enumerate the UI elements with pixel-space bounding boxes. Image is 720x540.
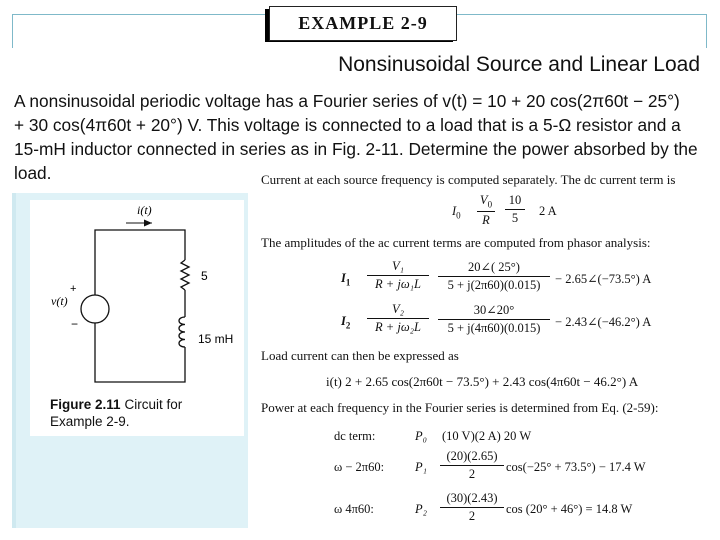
frame-line-right	[706, 14, 707, 48]
problem-line-3: 15-mH inductor connected in series as in Fig. 2-11. Determine the power absorbed by the	[14, 139, 698, 159]
p1-fraction	[440, 449, 504, 482]
i1-fraction-numeric	[438, 259, 550, 293]
wire-bottom	[95, 322, 185, 382]
p2-label: ω 4π60:	[334, 502, 374, 516]
current-arrow-icon	[144, 220, 152, 227]
example-label: EXAMPLE 2-9	[298, 13, 428, 33]
source-plus-sign: +	[70, 283, 77, 295]
i2-result: − 2.43∠(−46.2°) A	[555, 315, 652, 329]
dc-current-result: 2 A	[539, 204, 557, 218]
current-label: i(t)	[137, 203, 152, 217]
dc-intro-text: Current at each source frequency is computed separately. The dc current term is	[261, 172, 676, 187]
problem-line-2: + 30 cos(4π60t + 20°) V. This voltage is connected to a load that is a 5-Ω resistor and a	[14, 115, 681, 135]
p0-rhs: (10 V)(2 A) 20 W	[442, 429, 532, 443]
p0-lhs: P₀	[415, 429, 427, 443]
resistor-value: 5	[201, 269, 208, 283]
i1-fraction-den: R + jω₁L	[375, 277, 421, 291]
dc-current-lhs: $I_0$	[452, 204, 461, 221]
i2-fraction-symbolic	[367, 302, 429, 335]
frame-line-left	[12, 14, 13, 48]
p2-fraction	[440, 491, 504, 524]
p1-fraction-den: 2	[468, 467, 476, 481]
i1-fraction-num: V₁	[367, 259, 429, 276]
i1-fraction-symbolic	[367, 259, 429, 292]
dc-fraction-symbolic	[477, 193, 495, 228]
figure-panel-edge	[12, 193, 16, 528]
inductor-icon	[179, 317, 185, 347]
i1-fraction-numeric-den: 5 + j(2π60)(0.015)	[447, 278, 541, 292]
p1-lhs: P₁	[415, 460, 427, 474]
i1-result: − 2.65∠(−73.5°) A	[555, 272, 652, 286]
power-intro-text: Power at each frequency in the Fourier series is determined from Eq. (2-59):	[261, 400, 659, 415]
source-label: v(t)	[51, 294, 68, 308]
i2-fraction-numeric-num: 30∠20°	[438, 302, 550, 320]
source-minus-sign: −	[71, 317, 79, 331]
problem-line-4: load.	[14, 163, 52, 183]
figure-caption-text-1: Circuit for	[124, 397, 183, 412]
i2-fraction-numeric-den: 5 + j(4π60)(0.015)	[447, 321, 541, 335]
i1-lhs: $I_1$	[341, 271, 351, 288]
dc-fraction-den: R	[482, 212, 490, 227]
p2-fraction-num: (30)(2.43)	[440, 491, 504, 508]
i2-fraction-den: R + jω₂L	[375, 320, 421, 334]
resistor-icon	[181, 260, 189, 290]
p1-fraction-num: (20)(2.65)	[440, 449, 504, 466]
p1-rhs: cos(−25° + 73.5°) − 17.4 W	[506, 460, 646, 474]
example-banner	[269, 6, 457, 41]
inductor-value: 15 mH	[198, 332, 234, 346]
figure-caption-text-2: Example 2-9.	[50, 414, 130, 429]
example-subtitle: Nonsinusoidal Source and Linear Load	[338, 53, 700, 76]
i2-lhs: $I_2$	[341, 314, 351, 331]
wire-top	[95, 230, 185, 296]
p2-fraction-den: 2	[468, 509, 476, 523]
dc-fraction-numeric-den: 5	[511, 211, 519, 225]
load-intro-text: Load current can then be expressed as	[261, 348, 459, 363]
i2-fraction-num: V₂	[367, 302, 429, 319]
p2-rhs: cos (20° + 46°) = 14.8 W	[506, 502, 633, 516]
dc-fraction-numeric	[505, 193, 525, 226]
load-current-equation: i(t) 2 + 2.65 cos(2π60t − 73.5°) + 2.43 cos(4π60t − 46.2°) A	[326, 374, 639, 389]
p0-label: dc term:	[334, 429, 376, 443]
dc-fraction-num: $V_0$	[477, 193, 495, 212]
dc-fraction-numeric-num: 10	[505, 193, 525, 210]
p2-lhs: P₂	[415, 502, 427, 516]
ac-intro-text: The amplitudes of the ac current terms are computed from phasor analysis:	[261, 235, 651, 250]
problem-line-1: A nonsinusoidal periodic voltage has a Fourier series of v(t) = 10 + 20 cos(2π60t − 25°)	[14, 91, 680, 111]
i1-fraction-numeric-num: 20∠( 25°)	[438, 259, 550, 277]
figure-caption-title: Figure 2.11	[50, 397, 121, 412]
voltage-source-icon	[81, 295, 109, 323]
i2-fraction-numeric	[438, 302, 550, 336]
problem-statement	[14, 89, 710, 185]
p1-label: ω − 2π60:	[334, 460, 385, 474]
figure-caption	[50, 396, 182, 430]
